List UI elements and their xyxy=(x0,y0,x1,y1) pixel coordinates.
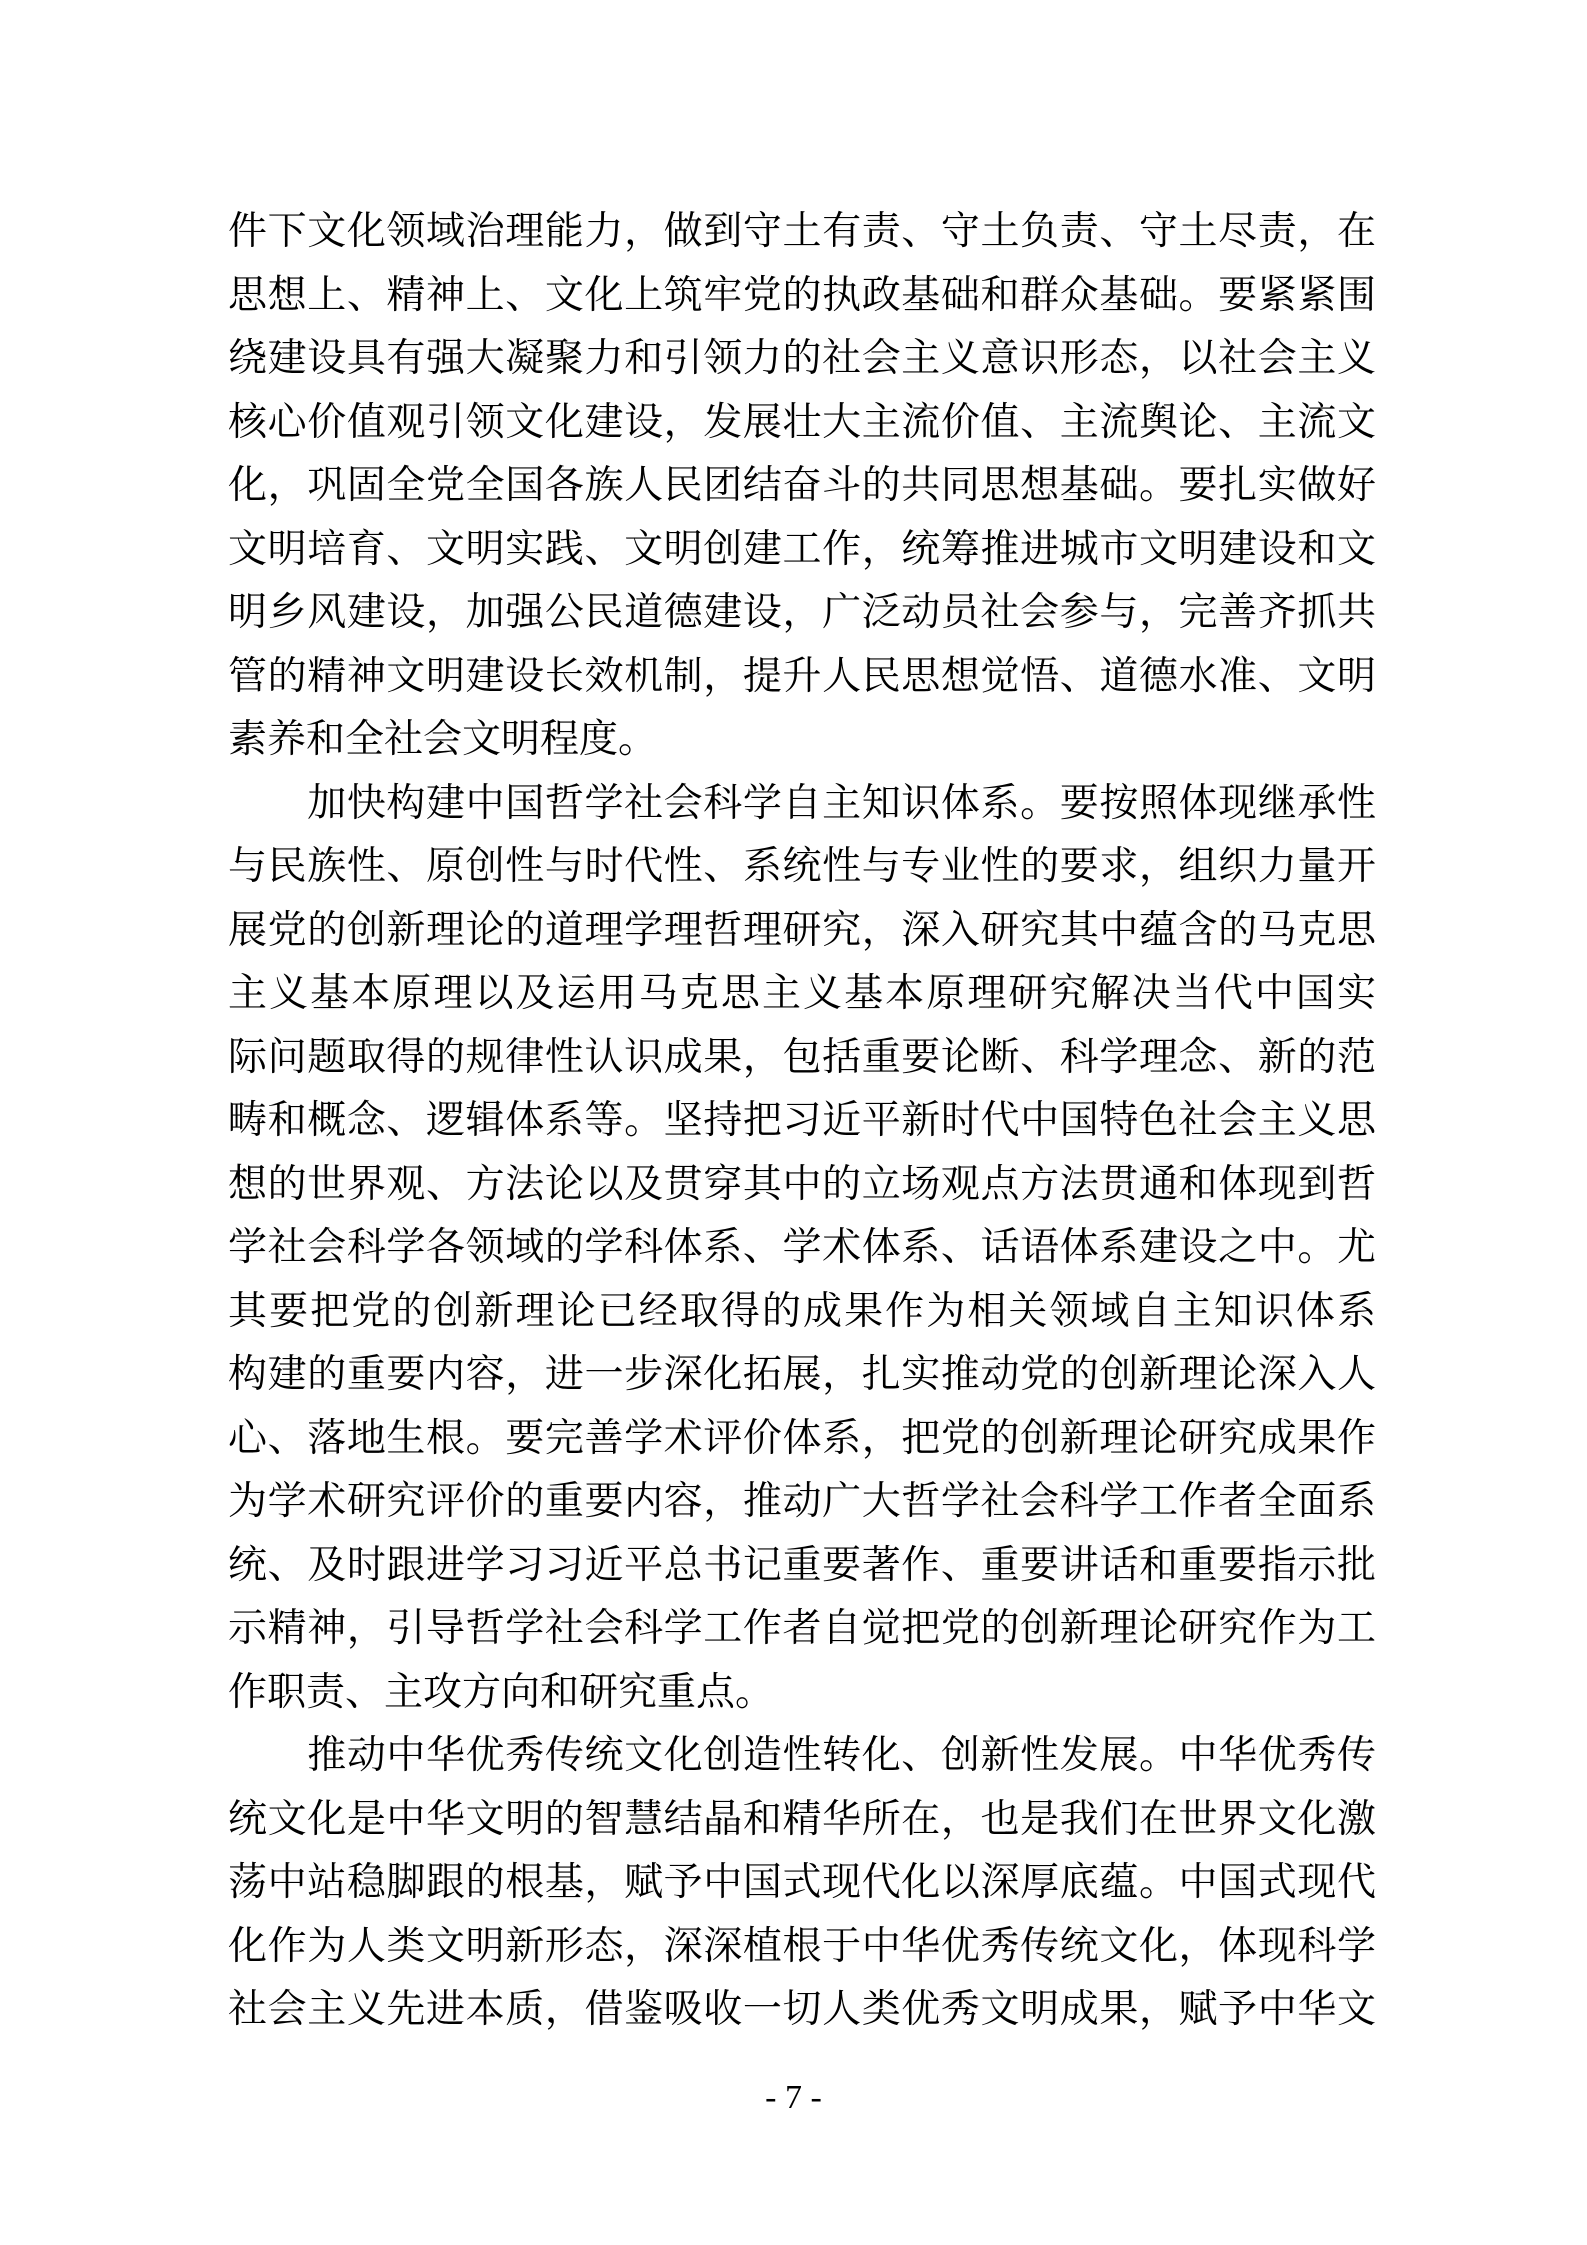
text-line: 示精神，引导哲学社会科学工作者自觉把党的创新理论研究作为工 xyxy=(228,1607,1376,1650)
text-line: 荡中站稳脚跟的根基，赋予中国式现代化以深厚底蕴。中国式现代 xyxy=(228,1861,1376,1904)
text-line: 绕建设具有强大凝聚力和引领力的社会主义意识形态，以社会主义 xyxy=(228,337,1376,380)
text-line: 明乡风建设，加强公民道德建设，广泛动员社会参与，完善齐抓共 xyxy=(228,591,1376,634)
text-line: 化，巩固全党全国各族人民团结奋斗的共同思想基础。要扎实做好 xyxy=(228,464,1376,507)
text-line: 展党的创新理论的道理学理哲理研究，深入研究其中蕴含的马克思 xyxy=(228,908,1376,952)
text-line: 作职责、主攻方向和研究重点。 xyxy=(228,1670,775,1714)
text-line: 心、落地生根。要完善学术评价体系，把党的创新理论研究成果作 xyxy=(228,1416,1376,1460)
text-line: 构建的重要内容，进一步深化拓展，扎实推动党的创新理论深入人 xyxy=(228,1353,1376,1396)
text-line: 畴和概念、逻辑体系等。坚持把习近平新时代中国特色社会主义思 xyxy=(228,1099,1376,1142)
text-line: 思想上、精神上、文化上筑牢党的执政基础和群众基础。要紧紧围 xyxy=(228,273,1376,317)
text-line: 加快构建中国哲学社会科学自主知识体系。要按照体现继承性 xyxy=(228,781,1376,825)
text-line: 文明培育、文明实践、文明创建工作，统筹推进城市文明建设和文 xyxy=(228,527,1376,571)
text-line: 核心价值观引领文化建设，发展壮大主流价值、主流舆论、主流文 xyxy=(228,400,1376,444)
page-number: - 7 - xyxy=(765,2079,822,2116)
text-line: 化作为人类文明新形态，深深植根于中华优秀传统文化，体现科学 xyxy=(228,1924,1376,1968)
text-line: 统文化是中华文明的智慧结晶和精华所在，也是我们在世界文化激 xyxy=(228,1797,1376,1841)
text-line: 际问题取得的规律性认识成果，包括重要论断、科学理念、新的范 xyxy=(228,1035,1376,1079)
text-line: 管的精神文明建设长效机制，提升人民思想觉悟、道德水准、文明 xyxy=(228,654,1376,698)
text-line: 社会主义先进本质，借鉴吸收一切人类优秀文明成果，赋予中华文 xyxy=(228,1988,1376,2031)
text-line: 素养和全社会文明程度。 xyxy=(228,718,658,761)
text-line: 其要把党的创新理论已经取得的成果作为相关领域自主知识体系 xyxy=(228,1289,1376,1333)
text-line: 想的世界观、方法论以及贯穿其中的立场观点方法贯通和体现到哲 xyxy=(228,1162,1376,1206)
text-line: 件下文化领域治理能力，做到守土有责、守土负责、守土尽责，在 xyxy=(228,210,1376,253)
text-line: 主义基本原理以及运用马克思主义基本原理研究解决当代中国实 xyxy=(228,972,1376,1015)
document-body xyxy=(228,200,1376,2042)
text-line: 学社会科学各领域的学科体系、学术体系、话语体系建设之中。尤 xyxy=(228,1226,1376,1269)
text-line: 与民族性、原创性与时代性、系统性与专业性的要求，组织力量开 xyxy=(228,845,1376,888)
text-line: 统、及时跟进学习习近平总书记重要著作、重要讲话和重要指示批 xyxy=(228,1543,1376,1587)
text-line: 为学术研究评价的重要内容，推动广大哲学社会科学工作者全面系 xyxy=(228,1480,1376,1523)
text-line: 推动中华优秀传统文化创造性转化、创新性发展。中华优秀传 xyxy=(228,1734,1376,1777)
